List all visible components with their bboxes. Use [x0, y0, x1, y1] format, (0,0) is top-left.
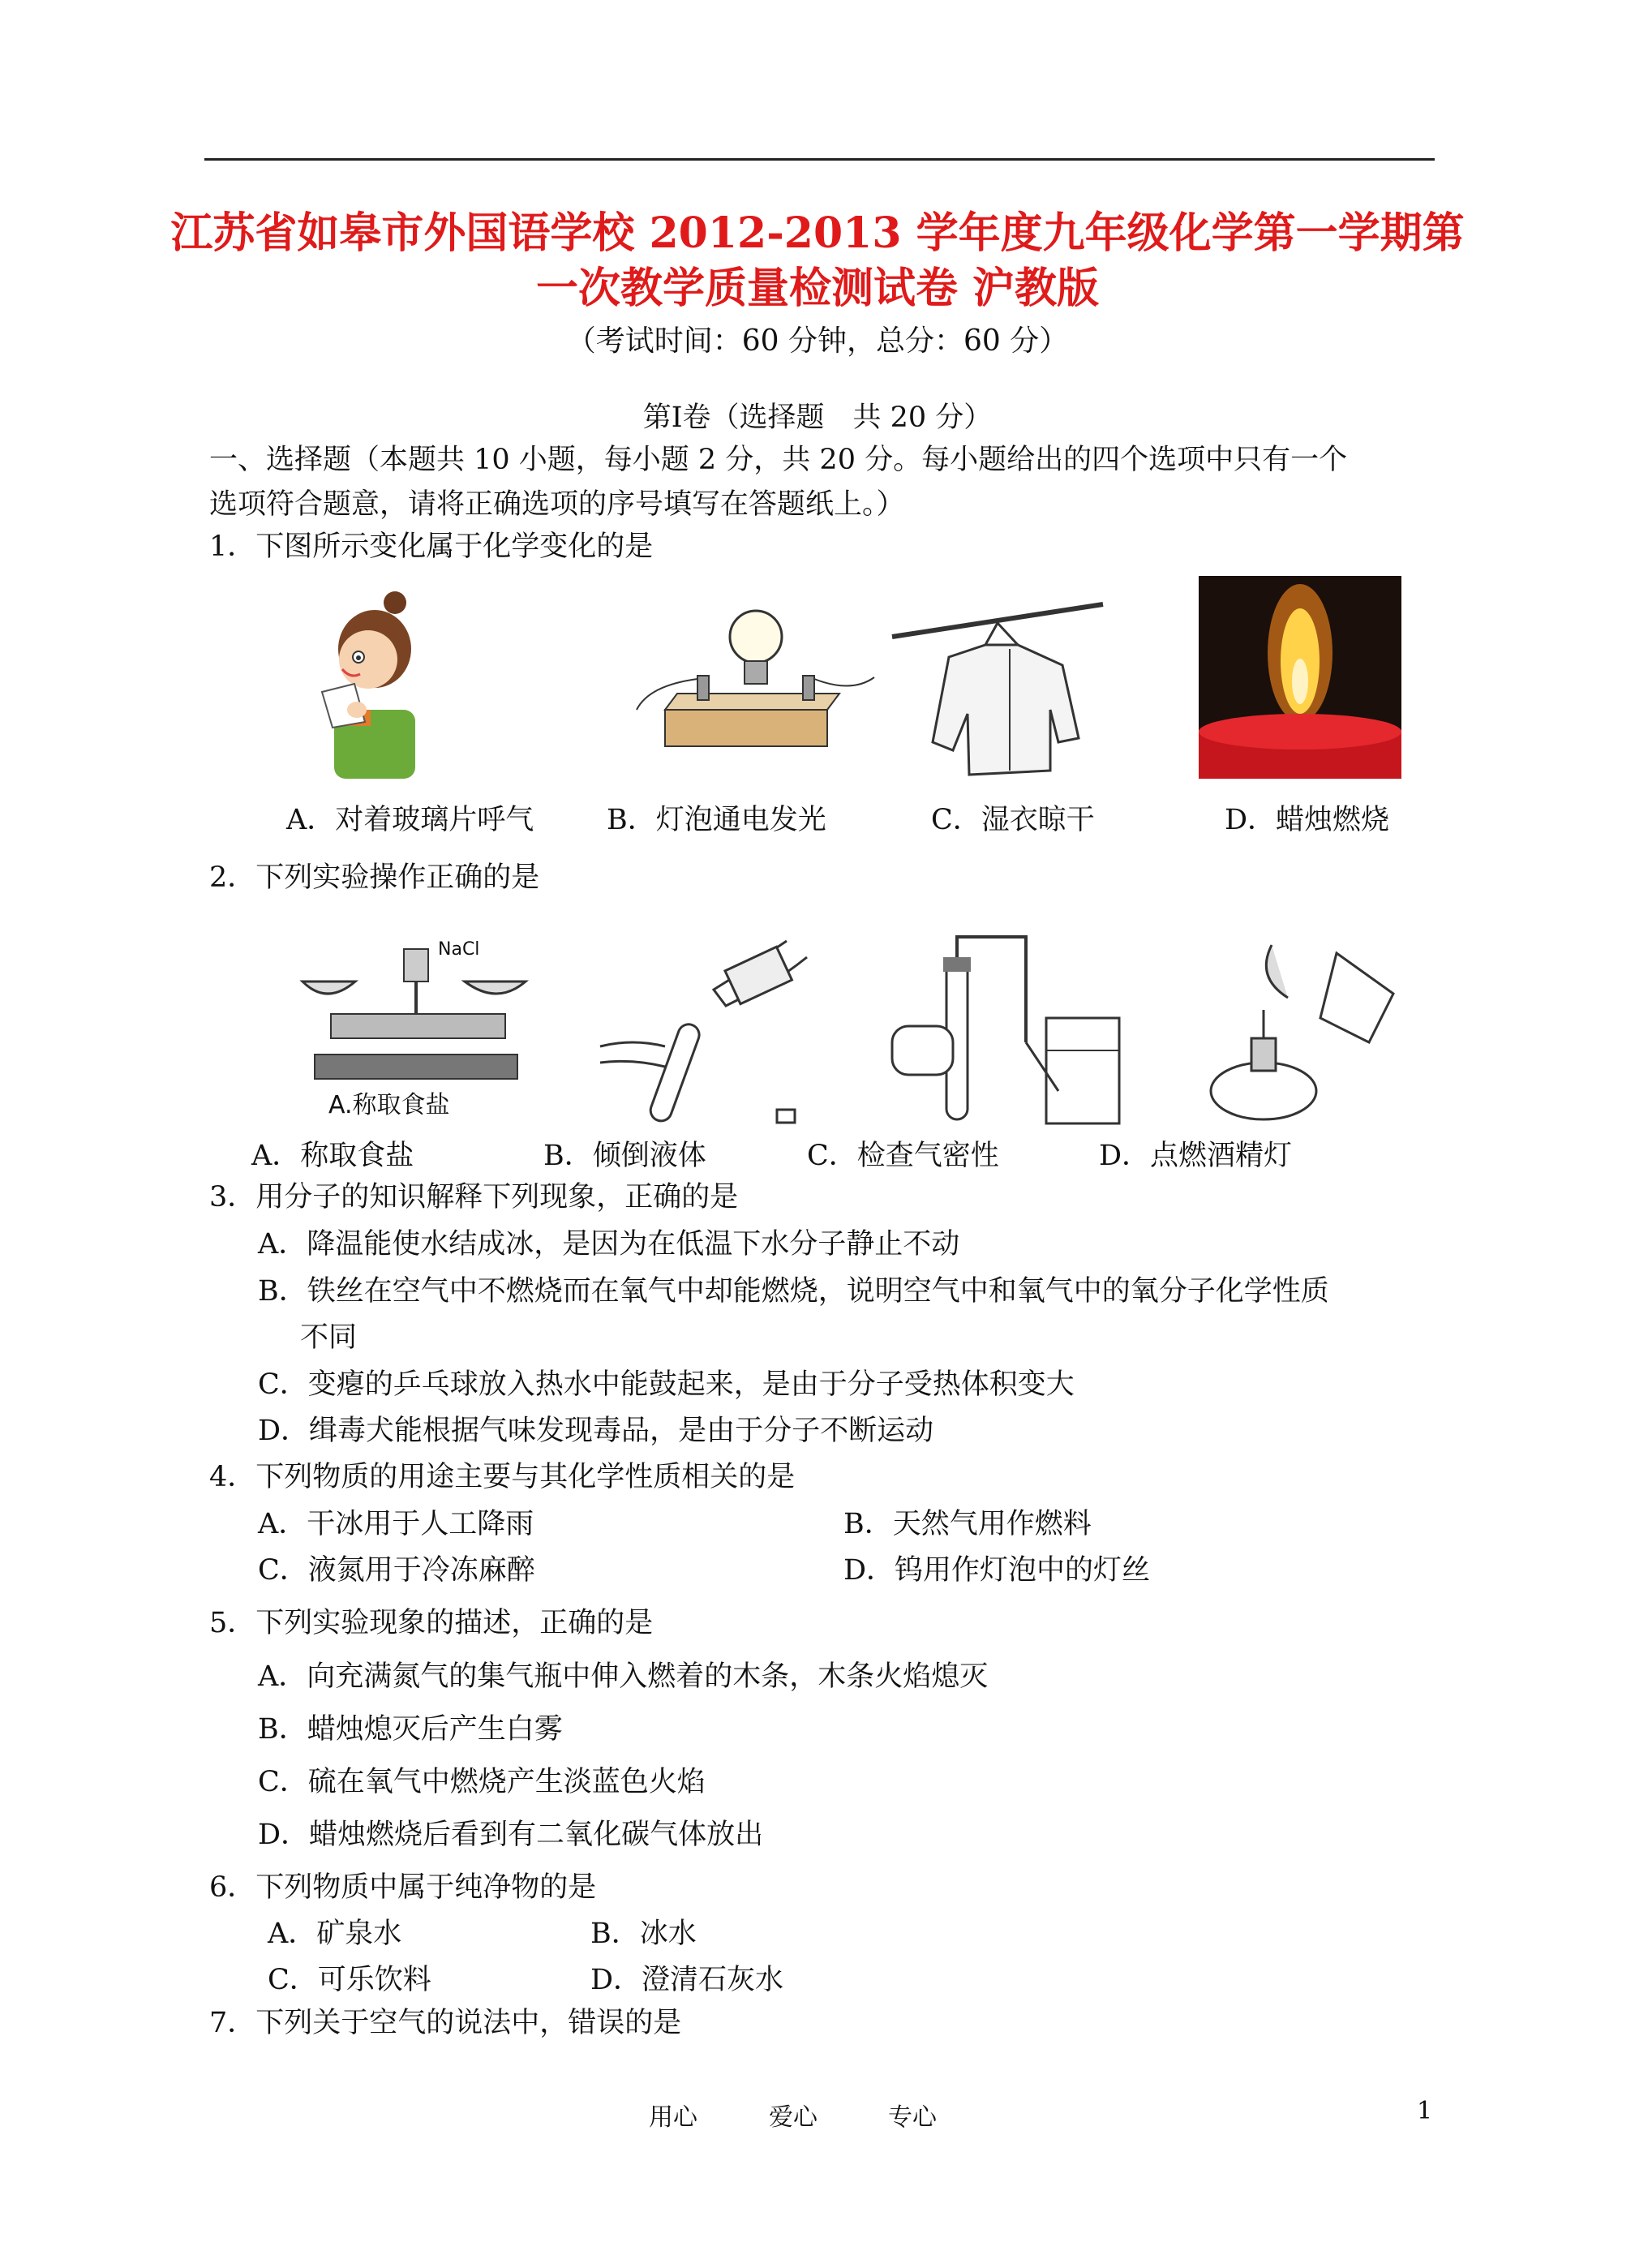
q4-option-b: B．天然气用作燃料	[843, 1508, 1092, 1540]
q2-option-d: D．点燃酒精灯	[1099, 1140, 1293, 1172]
q3-option-b-cont: 不同	[300, 1321, 358, 1354]
instructions-line2: 选项符合题意，请将正确选项的序号填写在答题纸上。）	[209, 488, 905, 521]
page-number: 1	[1417, 2097, 1433, 2125]
q5-stem: 5．下列实验现象的描述，正确的是	[209, 1607, 654, 1639]
q6-option-d: D．澄清石灰水	[590, 1964, 784, 1996]
q2-stem: 2．下列实验操作正确的是	[209, 861, 540, 894]
q4-stem: 4．下列物质的用途主要与其化学性质相关的是	[209, 1461, 796, 1493]
q6-option-a: A．矿泉水	[268, 1918, 402, 1950]
document-title-line1: 江苏省如皋市外国语学校 2012-2013 学年度九年级化学第一学期第	[170, 208, 1465, 258]
instructions-line1: 一、选择题（本题共 10 小题，每小题 2 分，共 20 分。每小题给出的四个选项中只有一个	[209, 444, 1348, 476]
wet-clothes-image	[888, 600, 1107, 779]
q5-option-d: D．蜡烛燃烧后看到有二氧化碳气体放出	[258, 1819, 764, 1851]
q3-option-d: D．缉毒犬能根据气味发现毒品，是由于分子不断运动	[258, 1415, 934, 1447]
q3-option-a: A．降温能使水结成冰，是因为在低温下水分子静止不动	[258, 1228, 960, 1261]
girl-breathing-image	[318, 588, 440, 779]
q3-option-b: B．铁丝在空气中不燃烧而在氧气中却能燃烧，说明空气中和氧气中的氧分子化学性质	[258, 1275, 1329, 1308]
q4-option-a: A．干冰用于人工降雨	[258, 1508, 534, 1540]
bulb-circuit-image	[633, 588, 876, 771]
q1-option-d: D．蜡烛燃烧	[1225, 804, 1390, 836]
q5-option-b: B．蜡烛熄灭后产生白雾	[258, 1713, 563, 1746]
q5-option-a: A．向充满氮气的集气瓶中伸入燃着的木条，木条火焰熄灭	[258, 1660, 989, 1693]
footer-word-1: 用心	[649, 2103, 697, 2132]
alcohol-lamp-image	[1207, 929, 1410, 1123]
q1-option-c: C．湿衣晾干	[931, 804, 1095, 836]
q1-option-b: B．灯泡通电发光	[607, 804, 826, 836]
q4-option-d: D．钨用作灯泡中的灯丝	[843, 1554, 1151, 1587]
section-title: 第Ⅰ卷（选择题 共 20 分）	[642, 402, 993, 434]
pouring-liquid-image	[592, 925, 827, 1128]
nacl-label: NaCl	[438, 939, 480, 960]
balance-caption: A.称取食盐	[328, 1091, 450, 1119]
document-title-line2: 一次教学质量检测试卷 沪教版	[535, 264, 1100, 313]
q1-option-a: A．对着玻璃片呼气	[286, 804, 534, 836]
exam-subtitle: （考试时间：60 分钟，总分：60 分）	[566, 324, 1069, 358]
q4-option-c: C．液氮用于冷冻麻醉	[258, 1554, 535, 1587]
q5-option-c: C．硫在氧气中燃烧产生淡蓝色火焰	[258, 1766, 706, 1798]
airtightness-check-image	[888, 929, 1123, 1128]
burning-candle-image	[1199, 576, 1401, 779]
q2-option-c: C．检查气密性	[807, 1140, 999, 1172]
q7-stem: 7．下列关于空气的说法中，错误的是	[209, 2007, 682, 2039]
q1-stem: 1．下图所示变化属于化学变化的是	[209, 530, 654, 563]
q3-stem: 3．用分子的知识解释下列现象，正确的是	[209, 1181, 739, 1213]
footer-word-2: 爱心	[769, 2103, 818, 2132]
q2-option-b: B．倾倒液体	[543, 1140, 706, 1172]
footer-word-3: 专心	[888, 2103, 937, 2132]
q6-option-c: C．可乐饮料	[268, 1964, 431, 1996]
q6-stem: 6．下列物质中属于纯净物的是	[209, 1871, 597, 1904]
q2-option-a: A．称取食盐	[251, 1140, 414, 1172]
header-rule	[204, 158, 1435, 161]
q3-option-c: C．变瘪的乒乓球放入热水中能鼓起来，是由于分子受热体积变大	[258, 1368, 1075, 1401]
q6-option-b: B．冰水	[590, 1918, 697, 1950]
